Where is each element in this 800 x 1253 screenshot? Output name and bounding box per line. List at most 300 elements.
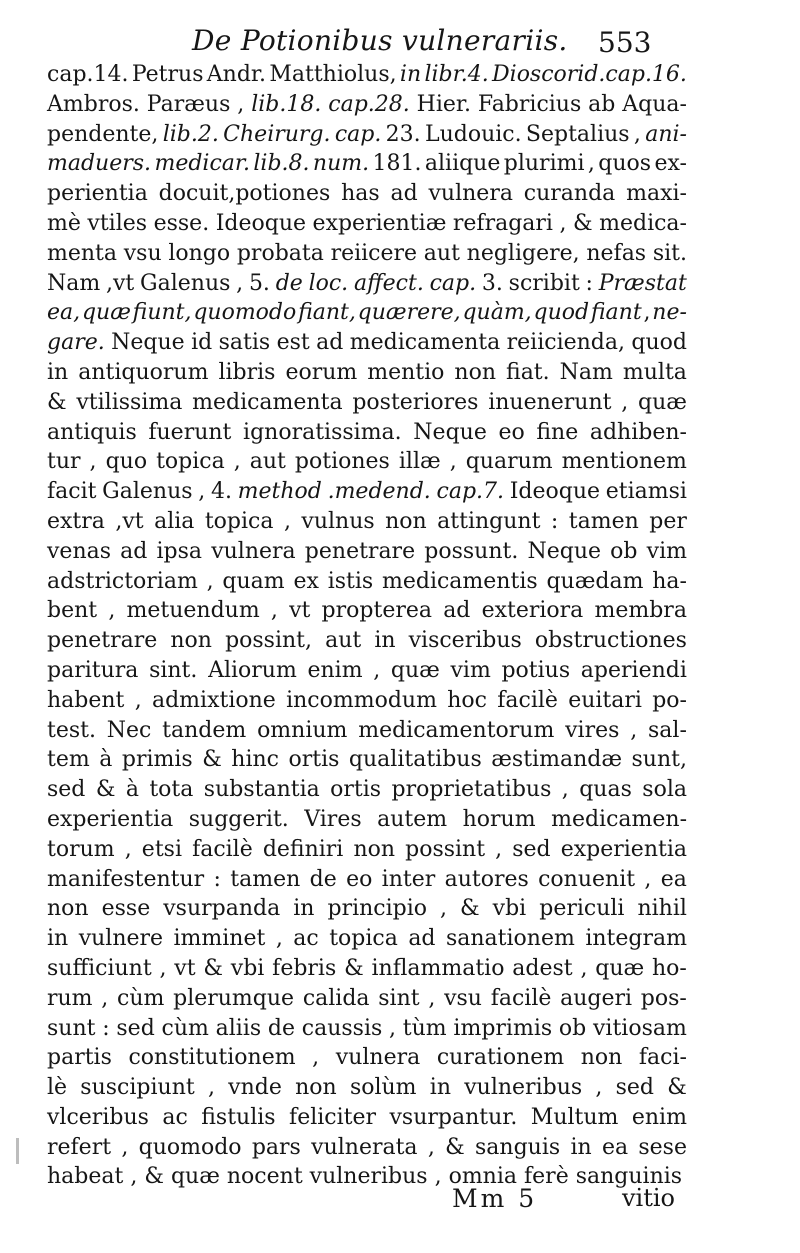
word: non: [170, 628, 212, 654]
word: adhiben-: [589, 419, 687, 445]
word: de: [275, 270, 303, 296]
word: facilè: [497, 687, 558, 713]
word: in: [374, 628, 396, 654]
word: sufficiunt: [47, 955, 152, 981]
word: tandem: [162, 717, 247, 743]
word: propterea: [321, 598, 432, 624]
word: &: [203, 955, 223, 981]
word: autores: [444, 866, 529, 892]
word: pars: [251, 1134, 301, 1160]
word: feliciter: [289, 1104, 377, 1130]
word: reiicere: [330, 240, 418, 266]
word: ,: [449, 449, 457, 475]
word: mentio: [367, 359, 445, 385]
text-line: [47, 716, 687, 746]
word: Hier.: [416, 91, 472, 117]
word: menta: [47, 240, 118, 266]
word: est: [276, 330, 310, 356]
signature-mark: Mm 5: [452, 1184, 538, 1213]
word: facilè: [490, 985, 552, 1011]
word: in: [47, 926, 69, 952]
word: principio: [327, 896, 428, 922]
word: ob: [610, 538, 638, 564]
word: :: [585, 270, 593, 296]
word: 23.: [385, 121, 421, 147]
word: Aqua-: [622, 91, 687, 117]
word: quos: [598, 151, 652, 177]
word: longo: [168, 240, 231, 266]
word: obstructiones: [534, 628, 687, 654]
word: omnium: [257, 717, 348, 743]
word: posteriores: [352, 389, 479, 415]
text-line: [47, 924, 687, 954]
word: ,vt: [115, 508, 144, 534]
word: enim: [307, 657, 363, 683]
word: lib.2.: [162, 121, 219, 147]
word: vulnera: [335, 1045, 421, 1071]
word: quæ: [638, 389, 687, 415]
word: vnde: [228, 1075, 282, 1101]
word: mè: [47, 210, 81, 236]
word: vulnera: [428, 181, 513, 207]
word: multa: [622, 359, 687, 385]
word: fine: [536, 419, 579, 445]
word: esse: [101, 896, 151, 922]
word: ,: [121, 1134, 129, 1160]
word: Ludouic.: [424, 121, 522, 147]
word: quæ: [390, 657, 440, 683]
text-line: [47, 954, 687, 984]
word: in: [293, 896, 315, 922]
word: vtiles: [87, 210, 148, 236]
word: sit.: [652, 240, 687, 266]
word: sanationem: [445, 926, 575, 952]
word: ob: [558, 1015, 587, 1041]
word: enim: [631, 1104, 687, 1130]
word: horum: [462, 806, 536, 832]
word: ,: [124, 836, 132, 862]
word: bent: [47, 598, 98, 624]
word: integram: [585, 926, 687, 952]
word: experientia: [560, 836, 687, 862]
word: sed: [512, 836, 551, 862]
word: fiant: [590, 300, 642, 326]
word: sed: [47, 777, 86, 803]
word: topica: [329, 926, 398, 952]
word: etiamsi: [605, 479, 687, 505]
word: illæ: [398, 449, 441, 475]
page-footer: [0, 1180, 800, 1220]
word: vim: [450, 657, 491, 683]
word: num.: [312, 151, 370, 177]
word: ,: [206, 568, 214, 594]
text-line: [47, 686, 687, 716]
word: experientia: [47, 806, 174, 832]
word: ani-: [645, 121, 687, 147]
word: quam: [222, 568, 285, 594]
word: ,: [373, 657, 381, 683]
text-line: [47, 507, 687, 537]
word: sed: [615, 1075, 655, 1101]
word: antiquorum: [78, 359, 209, 385]
catchword: vitio: [622, 1184, 676, 1212]
word: aut: [423, 240, 460, 266]
word: loc.: [308, 270, 349, 296]
word: quæ: [81, 300, 131, 326]
text-line: [47, 626, 687, 656]
word: ea: [660, 866, 687, 892]
word: ,: [644, 866, 652, 892]
word: imminet: [173, 926, 266, 952]
word: etsi: [141, 836, 182, 862]
word: libr.4.: [424, 62, 489, 87]
text-line: [47, 1103, 687, 1133]
word: quarum: [465, 449, 553, 475]
word: non: [580, 1045, 623, 1071]
word: &: [47, 389, 67, 415]
word: has: [341, 181, 380, 207]
word: :: [102, 1015, 110, 1041]
word: non: [385, 508, 427, 534]
word: medicamenta: [192, 389, 343, 415]
word: &: [460, 896, 480, 922]
word: gare.: [47, 330, 105, 356]
word: possint: [405, 836, 486, 862]
word: Dioscorid.cap.16.: [492, 62, 687, 87]
running-title: De Potionibus vulnerariis.: [192, 24, 568, 57]
word: vsu: [123, 240, 162, 266]
word: febris: [272, 955, 337, 981]
word: ,: [428, 985, 436, 1011]
word: Nec: [106, 717, 152, 743]
word: cùm: [117, 985, 165, 1011]
word: facit: [47, 479, 97, 505]
text-line: [47, 894, 687, 924]
word: ortis: [288, 747, 340, 773]
text-line: [47, 328, 687, 358]
word: cap.7.: [436, 479, 505, 505]
word: ne-: [652, 300, 687, 326]
text-line: [47, 865, 687, 895]
word: aut: [325, 628, 362, 654]
word: vires: [565, 717, 620, 743]
word: Petrus: [131, 62, 204, 87]
word: tùm: [402, 1015, 447, 1041]
word: sint: [378, 985, 420, 1011]
word: Paræus: [146, 91, 231, 117]
word: quod: [533, 300, 590, 326]
word: hinc: [231, 747, 279, 773]
word: sola: [642, 777, 687, 803]
word: cùm: [161, 1015, 209, 1041]
text-line: [47, 269, 687, 299]
word: ,: [198, 479, 206, 505]
word: quæ: [170, 1164, 220, 1190]
word: ab: [588, 91, 616, 117]
word: inuenerunt: [488, 389, 612, 415]
word: torum: [47, 836, 115, 862]
word: eo: [498, 419, 525, 445]
word: suscipiunt: [80, 1075, 195, 1101]
word: maxi-: [626, 181, 687, 207]
word: ac: [293, 926, 319, 952]
word: ,: [130, 1164, 138, 1190]
word: 5.: [248, 270, 270, 296]
word: ortis: [330, 777, 382, 803]
word: medicamentorum: [358, 717, 555, 743]
text-line: [47, 298, 687, 328]
word: ,: [595, 1075, 603, 1101]
word: de: [309, 866, 337, 892]
word: substantia: [203, 777, 320, 803]
word: vtilissima: [76, 389, 183, 415]
word: ,: [108, 598, 116, 624]
word: solùm: [349, 1075, 417, 1101]
word: alia: [154, 508, 195, 534]
word: esse.: [153, 210, 210, 236]
word: adstrictoriam: [47, 568, 198, 594]
word: ,: [275, 926, 283, 952]
text-line: [47, 60, 687, 90]
word: inflammatio: [371, 955, 505, 981]
word: partis: [47, 1045, 112, 1071]
word: non: [454, 359, 497, 385]
word: quod: [631, 330, 687, 356]
word: refragari: [452, 210, 553, 236]
word: ha-: [652, 568, 687, 594]
text-line: [47, 239, 687, 269]
word: quàm,: [462, 300, 532, 326]
page-edge-mark: [16, 1138, 19, 1164]
word: inter: [381, 866, 436, 892]
word: ,: [434, 1164, 442, 1190]
word: in: [399, 62, 422, 87]
word: ad: [120, 538, 148, 564]
word: à: [99, 747, 113, 773]
text-line: [47, 984, 687, 1014]
word: vsu: [444, 985, 482, 1011]
word: Neque: [111, 330, 185, 356]
word: caussis: [301, 1015, 383, 1041]
word: Neque: [527, 538, 602, 564]
word: libris: [218, 359, 276, 385]
word: istis: [327, 568, 374, 594]
word: facilè: [192, 836, 253, 862]
word: vsurpanda: [163, 896, 281, 922]
word: ad: [390, 181, 418, 207]
text-line: [47, 656, 687, 686]
word: sed: [116, 1015, 155, 1041]
word: nefas: [586, 240, 647, 266]
word: cap.28.: [328, 91, 410, 117]
word: Ideoque: [215, 210, 307, 236]
word: ac: [162, 1104, 188, 1130]
word: eo: [346, 866, 373, 892]
word: ,: [643, 300, 651, 326]
word: tem: [47, 747, 90, 773]
word: vbi: [230, 955, 265, 981]
text-line: [47, 388, 687, 418]
word: :: [213, 866, 221, 892]
word: tamen: [230, 866, 301, 892]
word: docuit,potiones: [158, 181, 331, 207]
word: ex-: [654, 151, 687, 177]
word: habent: [47, 687, 125, 713]
word: po-: [652, 687, 687, 713]
word: euitari: [568, 687, 642, 713]
word: potiones: [294, 449, 390, 475]
word: &: [144, 1164, 164, 1190]
word: adest: [512, 955, 573, 981]
word: ,: [580, 955, 588, 981]
word: ,: [630, 717, 638, 743]
word: Ambros.: [47, 91, 140, 117]
word: attingunt: [437, 508, 541, 534]
word: Galenus: [102, 479, 193, 505]
word: manifestentur: [47, 866, 205, 892]
word: ea: [601, 1134, 629, 1160]
word: sint.: [149, 657, 198, 683]
word: quærere,: [357, 300, 461, 326]
word: rum: [47, 985, 93, 1011]
word: &: [573, 210, 593, 236]
text-line: [47, 358, 687, 388]
word: quomodo: [138, 1134, 242, 1160]
word: nocent: [226, 1164, 303, 1190]
word: aperiendi: [580, 657, 687, 683]
word: penetrare: [47, 628, 158, 654]
word: fuerunt: [148, 419, 232, 445]
word: vulneribus: [309, 1164, 428, 1190]
word: potius: [501, 657, 571, 683]
word: Ideoque: [509, 479, 601, 505]
word: plurimi: [503, 151, 585, 177]
word: 4.: [210, 479, 232, 505]
word: metuendum: [126, 598, 260, 624]
word: ho-: [652, 955, 687, 981]
text-line: [47, 120, 687, 150]
word: experientiæ: [312, 210, 447, 236]
page-header: [0, 8, 800, 58]
word: proprietatibus: [391, 777, 552, 803]
text-line: [47, 567, 687, 597]
word: scribit: [508, 270, 580, 296]
word: ,: [283, 508, 291, 534]
word: Vires: [304, 806, 362, 832]
text-line: [47, 1073, 687, 1103]
word: incommodum: [286, 687, 437, 713]
word: à: [125, 777, 139, 803]
word: ,: [236, 270, 244, 296]
word: habeat: [47, 1164, 124, 1190]
word: reiicienda,: [506, 330, 625, 356]
word: augeri: [560, 985, 633, 1011]
word: vt: [174, 955, 196, 981]
word: ,: [89, 449, 97, 475]
word: Cheirurg.: [223, 121, 331, 147]
word: id: [191, 330, 213, 356]
word: ,: [495, 836, 503, 862]
word: Matthiolus,: [269, 62, 397, 87]
word: tota: [149, 777, 194, 803]
word: perientia: [47, 181, 148, 207]
word: quas: [579, 777, 632, 803]
word: vbi: [492, 896, 527, 922]
word: vitiosam: [592, 1015, 687, 1041]
word: Multum: [530, 1104, 619, 1130]
word: non: [295, 1075, 337, 1101]
word: sese: [638, 1134, 687, 1160]
word: lib.8.: [253, 151, 310, 177]
word: plerumque: [173, 985, 295, 1011]
word: possint,: [225, 628, 313, 654]
word: ,: [561, 777, 569, 803]
text-line: [47, 447, 687, 477]
word: ,: [587, 151, 595, 177]
word: vim: [646, 538, 687, 564]
word: qualitatibus: [348, 747, 482, 773]
word: &: [344, 955, 364, 981]
word: ipsa: [156, 538, 203, 564]
word: vulnera: [211, 538, 296, 564]
word: vulnus: [301, 508, 375, 534]
word: Nam: [559, 359, 613, 385]
word: medicamen-: [551, 806, 687, 832]
word: eorum: [285, 359, 358, 385]
word: ,: [559, 210, 567, 236]
word: definiri: [262, 836, 344, 862]
word: in: [429, 1075, 451, 1101]
text-line: [47, 745, 687, 775]
word: aliis: [215, 1015, 262, 1041]
word: ,vt: [106, 270, 135, 296]
word: Aliorum: [208, 657, 297, 683]
word: cap.: [334, 121, 382, 147]
word: sanguinis: [575, 1164, 683, 1190]
word: periculi: [539, 896, 625, 922]
word: quomodo: [193, 300, 297, 326]
word: non: [47, 896, 89, 922]
word: sunt,: [631, 747, 687, 773]
word: curanda: [523, 181, 616, 207]
word: conuenit: [538, 866, 636, 892]
word: ex: [293, 568, 319, 594]
word: faci-: [638, 1045, 687, 1071]
text-line: [47, 209, 687, 239]
word: primis: [121, 747, 193, 773]
word: mentionem: [561, 449, 687, 475]
text-line: [47, 179, 687, 209]
word: maduers.: [47, 151, 152, 177]
word: ,: [633, 121, 641, 147]
word: nihil: [637, 896, 687, 922]
word: topica: [156, 449, 225, 475]
word: possunt.: [424, 538, 519, 564]
word: ,: [207, 1075, 215, 1101]
word: .medend.: [327, 479, 431, 505]
word: autem: [377, 806, 448, 832]
word: lib.18.: [251, 91, 322, 117]
word: vulnerata: [311, 1134, 418, 1160]
word: fistulis: [201, 1104, 276, 1130]
word: sunt: [47, 1015, 96, 1041]
word: per: [649, 508, 687, 534]
text-line: [47, 1043, 687, 1073]
word: ad: [316, 330, 344, 356]
word: quædam: [546, 568, 644, 594]
word: negligere,: [466, 240, 580, 266]
word: ,: [312, 1045, 320, 1071]
